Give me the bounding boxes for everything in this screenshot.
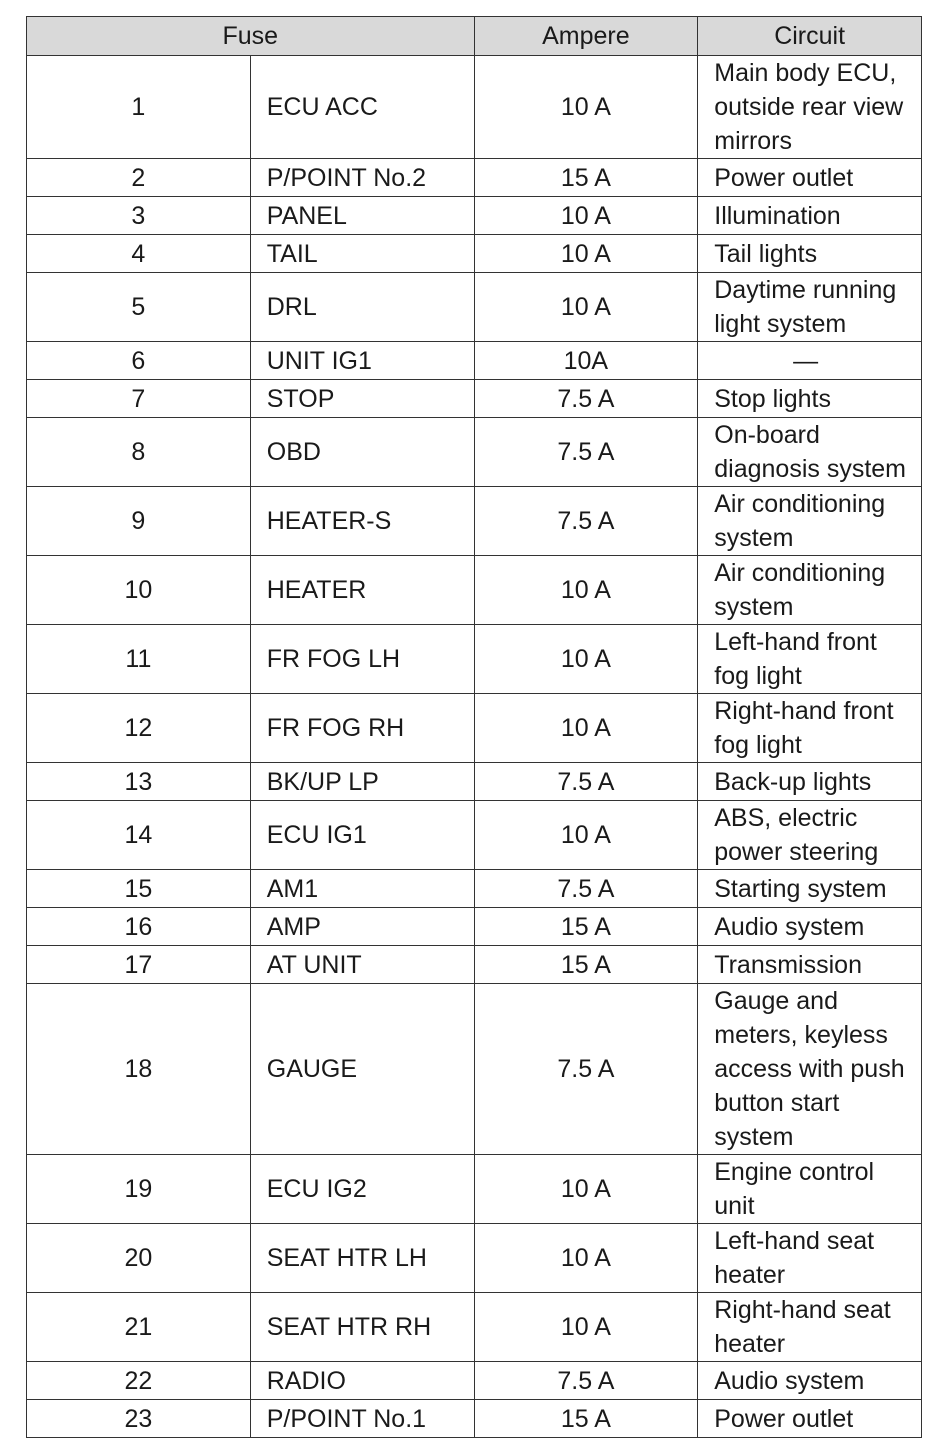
fuse-circuit: Power outlet bbox=[698, 159, 922, 197]
fuse-circuit: Air conditioning system bbox=[698, 556, 922, 625]
fuse-circuit: On-board diagnosis system bbox=[698, 418, 922, 487]
fuse-ampere: 10 A bbox=[474, 1155, 698, 1224]
fuse-ampere: 7.5 A bbox=[474, 487, 698, 556]
fuse-name: SEAT HTR RH bbox=[250, 1293, 474, 1362]
fuse-name: BK/UP LP bbox=[250, 763, 474, 801]
table-row bbox=[27, 197, 922, 235]
table-row bbox=[27, 625, 922, 694]
fuse-name: FR FOG RH bbox=[250, 694, 474, 763]
fuse-name: STOP bbox=[250, 380, 474, 418]
fuse-ampere: 10 A bbox=[474, 273, 698, 342]
table-row bbox=[27, 487, 922, 556]
fuse-circuit: Starting system bbox=[698, 870, 922, 908]
fuse-circuit: Engine control unit bbox=[698, 1155, 922, 1224]
fuse-ampere: 10 A bbox=[474, 1293, 698, 1362]
header-fuse: Fuse bbox=[27, 17, 475, 56]
fuse-number: 10 bbox=[27, 556, 251, 625]
table-row bbox=[27, 908, 922, 946]
fuse-name: SEAT HTR LH bbox=[250, 1224, 474, 1293]
fuse-number: 23 bbox=[27, 1400, 251, 1438]
fuse-name: RADIO bbox=[250, 1362, 474, 1400]
table-row bbox=[27, 694, 922, 763]
table-row bbox=[27, 1400, 922, 1438]
table-row bbox=[27, 556, 922, 625]
fuse-number: 11 bbox=[27, 625, 251, 694]
fuse-ampere: 7.5 A bbox=[474, 380, 698, 418]
fuse-ampere: 15 A bbox=[474, 159, 698, 197]
fuse-ampere: 10 A bbox=[474, 235, 698, 273]
fuse-number: 2 bbox=[27, 159, 251, 197]
fuse-ampere: 10 A bbox=[474, 556, 698, 625]
fuse-name: UNIT IG1 bbox=[250, 342, 474, 380]
table-row bbox=[27, 984, 922, 1155]
fuse-number: 17 bbox=[27, 946, 251, 984]
fuse-ampere: 7.5 A bbox=[474, 418, 698, 487]
fuse-circuit: Back-up lights bbox=[698, 763, 922, 801]
table-row bbox=[27, 1293, 922, 1362]
fuse-ampere: 7.5 A bbox=[474, 763, 698, 801]
fuse-ampere: 10 A bbox=[474, 56, 698, 159]
header-row bbox=[27, 17, 922, 56]
fuse-circuit: Air conditioning system bbox=[698, 487, 922, 556]
fuse-name: P/POINT No.2 bbox=[250, 159, 474, 197]
fuse-number: 12 bbox=[27, 694, 251, 763]
fuse-table bbox=[26, 16, 922, 1438]
fuse-name: FR FOG LH bbox=[250, 625, 474, 694]
fuse-circuit: Main body ECU, outside rear view mirrors bbox=[698, 56, 922, 159]
fuse-number: 13 bbox=[27, 763, 251, 801]
header-ampere: Ampere bbox=[474, 17, 698, 56]
fuse-circuit: Audio system bbox=[698, 1362, 922, 1400]
fuse-ampere: 10 A bbox=[474, 1224, 698, 1293]
table-body bbox=[27, 56, 922, 1438]
fuse-circuit: Right-hand seat heater bbox=[698, 1293, 922, 1362]
fuse-name: P/POINT No.1 bbox=[250, 1400, 474, 1438]
fuse-number: 3 bbox=[27, 197, 251, 235]
fuse-number: 4 bbox=[27, 235, 251, 273]
fuse-name: OBD bbox=[250, 418, 474, 487]
table-row bbox=[27, 1155, 922, 1224]
fuse-ampere: 15 A bbox=[474, 1400, 698, 1438]
fuse-name: AT UNIT bbox=[250, 946, 474, 984]
table-row bbox=[27, 235, 922, 273]
fuse-name: AMP bbox=[250, 908, 474, 946]
fuse-name: HEATER-S bbox=[250, 487, 474, 556]
fuse-circuit: — bbox=[698, 342, 922, 380]
fuse-name: ECU ACC bbox=[250, 56, 474, 159]
fuse-ampere: 10 A bbox=[474, 694, 698, 763]
table-row bbox=[27, 418, 922, 487]
fuse-ampere: 7.5 A bbox=[474, 870, 698, 908]
fuse-circuit: Transmission bbox=[698, 946, 922, 984]
fuse-ampere: 15 A bbox=[474, 946, 698, 984]
table-row bbox=[27, 380, 922, 418]
fuse-name: GAUGE bbox=[250, 984, 474, 1155]
table-row bbox=[27, 870, 922, 908]
fuse-number: 20 bbox=[27, 1224, 251, 1293]
fuse-number: 8 bbox=[27, 418, 251, 487]
table-row bbox=[27, 342, 922, 380]
fuse-ampere: 10A bbox=[474, 342, 698, 380]
fuse-circuit: Left-hand seat heater bbox=[698, 1224, 922, 1293]
fuse-name: PANEL bbox=[250, 197, 474, 235]
header-circuit: Circuit bbox=[698, 17, 922, 56]
fuse-circuit: Daytime running light system bbox=[698, 273, 922, 342]
fuse-number: 15 bbox=[27, 870, 251, 908]
fuse-circuit: ABS, electric power steering bbox=[698, 801, 922, 870]
table-row bbox=[27, 1362, 922, 1400]
fuse-circuit: Tail lights bbox=[698, 235, 922, 273]
fuse-ampere: 10 A bbox=[474, 625, 698, 694]
fuse-name: DRL bbox=[250, 273, 474, 342]
fuse-number: 16 bbox=[27, 908, 251, 946]
fuse-circuit: Gauge and meters, keyless access with push button start system bbox=[698, 984, 922, 1155]
fuse-number: 7 bbox=[27, 380, 251, 418]
fuse-circuit: Power outlet bbox=[698, 1400, 922, 1438]
fuse-circuit: Left-hand front fog light bbox=[698, 625, 922, 694]
fuse-ampere: 7.5 A bbox=[474, 984, 698, 1155]
table-row bbox=[27, 801, 922, 870]
fuse-name: ECU IG2 bbox=[250, 1155, 474, 1224]
fuse-name: AM1 bbox=[250, 870, 474, 908]
fuse-name: ECU IG1 bbox=[250, 801, 474, 870]
fuse-number: 5 bbox=[27, 273, 251, 342]
fuse-ampere: 15 A bbox=[474, 908, 698, 946]
fuse-number: 6 bbox=[27, 342, 251, 380]
table-row bbox=[27, 159, 922, 197]
fuse-number: 22 bbox=[27, 1362, 251, 1400]
fuse-ampere: 7.5 A bbox=[474, 1362, 698, 1400]
fuse-ampere: 10 A bbox=[474, 197, 698, 235]
table-row bbox=[27, 56, 922, 159]
fuse-number: 1 bbox=[27, 56, 251, 159]
fuse-circuit: Audio system bbox=[698, 908, 922, 946]
fuse-name: HEATER bbox=[250, 556, 474, 625]
table-row bbox=[27, 763, 922, 801]
fuse-ampere: 10 A bbox=[474, 801, 698, 870]
table-row bbox=[27, 946, 922, 984]
fuse-number: 21 bbox=[27, 1293, 251, 1362]
fuse-number: 18 bbox=[27, 984, 251, 1155]
fuse-number: 14 bbox=[27, 801, 251, 870]
table-row bbox=[27, 273, 922, 342]
table-row bbox=[27, 1224, 922, 1293]
table-header bbox=[27, 17, 922, 56]
fuse-name: TAIL bbox=[250, 235, 474, 273]
fuse-number: 19 bbox=[27, 1155, 251, 1224]
fuse-circuit: Illumination bbox=[698, 197, 922, 235]
fuse-circuit: Stop lights bbox=[698, 380, 922, 418]
fuse-number: 9 bbox=[27, 487, 251, 556]
fuse-circuit: Right-hand front fog light bbox=[698, 694, 922, 763]
